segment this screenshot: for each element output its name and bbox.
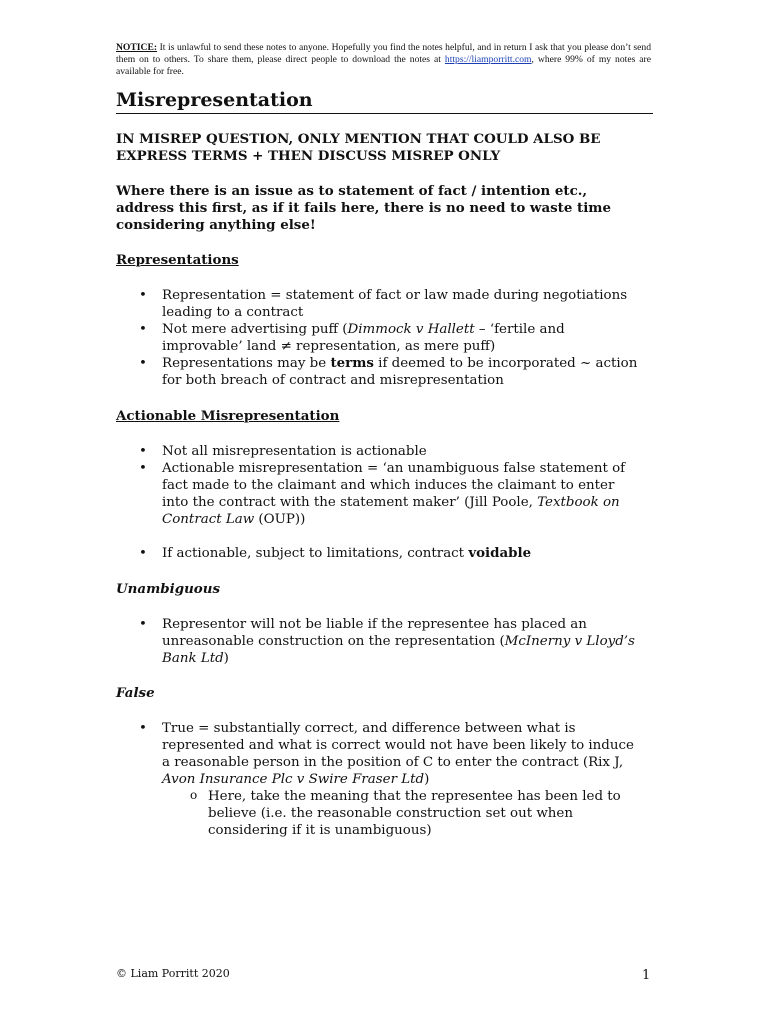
heading-representations: Representations [116, 252, 239, 268]
unambiguous-list [162, 616, 644, 667]
heading-unambiguous: Unambiguous [116, 581, 221, 597]
intro-paragraph-2: Where there is an issue as to statement of fact / intention etc., address this first, as if it fails here, there is no need to waste time considering anything else! [116, 183, 611, 233]
heading-actionable-misrepresentation: Actionable Misrepresentation [116, 408, 340, 424]
list-item: • Actionable misrepresentation = ‘an unambiguous false statement of fact made to the claimant and which induces the claimant to enter into the contract with the statement maker’ (Jill Poole, Textbook on Contract Law (OUP)) [162, 460, 644, 528]
representations-list [162, 287, 644, 389]
list-item: • Not mere advertising puff (Dimmock v Hallett – ‘fertile and improvable’ land ≠ representation, as mere puff) [162, 321, 644, 355]
list-item: • Representations may be terms if deemed to be incorporated ~ action for both breach of contract and misrepresentation [162, 355, 644, 389]
list-item: • Not all misrepresentation is actionable [162, 443, 644, 460]
notice-label: NOTICE: [116, 42, 158, 53]
copyright-footer: © Liam Porritt 2020 [116, 967, 230, 980]
notice-tail: , where 99% of my notes are available for free. [116, 54, 651, 77]
page-number: 1 [642, 968, 651, 983]
actionable-list [162, 443, 644, 562]
book-title: Textbook on Contract Law [162, 495, 620, 527]
case-name: McInerny v Lloyd’s Bank Ltd [162, 634, 635, 666]
false-list [162, 720, 644, 839]
website-link[interactable]: https://liamporritt.com [444, 54, 532, 65]
notice-text [116, 42, 651, 78]
list-item: • If actionable, subject to limitations, contract voidable [162, 545, 644, 562]
false-sublist [162, 788, 644, 839]
sub-list-item: o Here, take the meaning that the representee has been led to believe (i.e. the reasonable construction set out when considering if it is unambiguous) [208, 788, 644, 839]
notice-body: It is unlawful to send these notes to anyone. Hopefully you find the notes helpful, and in return I ask that you please don’t send them on to others. To share them, please direct people to download the notes at [116, 42, 651, 65]
list-item: • Representor will not be liable if the representee has placed an unreasonable construction on the representation (McInerny v Lloyd’s Bank Ltd) [162, 616, 644, 667]
list-item: • True = substantially correct, and difference between what is represented and what is correct would not have been likely to induce a reasonable person in the position of C to enter the contract (Rix J, Avon Insurance Plc v Swire Fraser Ltd) o Here, take the meaning that the representee has been led to believe (i.e. the reasonable construction set out when considering if it is unambiguous) [162, 720, 644, 839]
case-name: Dimmock v Hallett [347, 322, 475, 337]
heading-false: False [116, 685, 155, 701]
list-item: • Representation = statement of fact or law made during negotiations leading to a contract [162, 287, 644, 321]
case-name: Avon Insurance Plc v Swire Fraser Ltd [162, 772, 425, 787]
page-title: Misrepresentation [116, 88, 653, 114]
intro-paragraph-1: IN MISREP QUESTION, ONLY MENTION THAT COULD ALSO BE EXPRESS TERMS + THEN DISCUSS MISREP ONLY [116, 131, 601, 164]
